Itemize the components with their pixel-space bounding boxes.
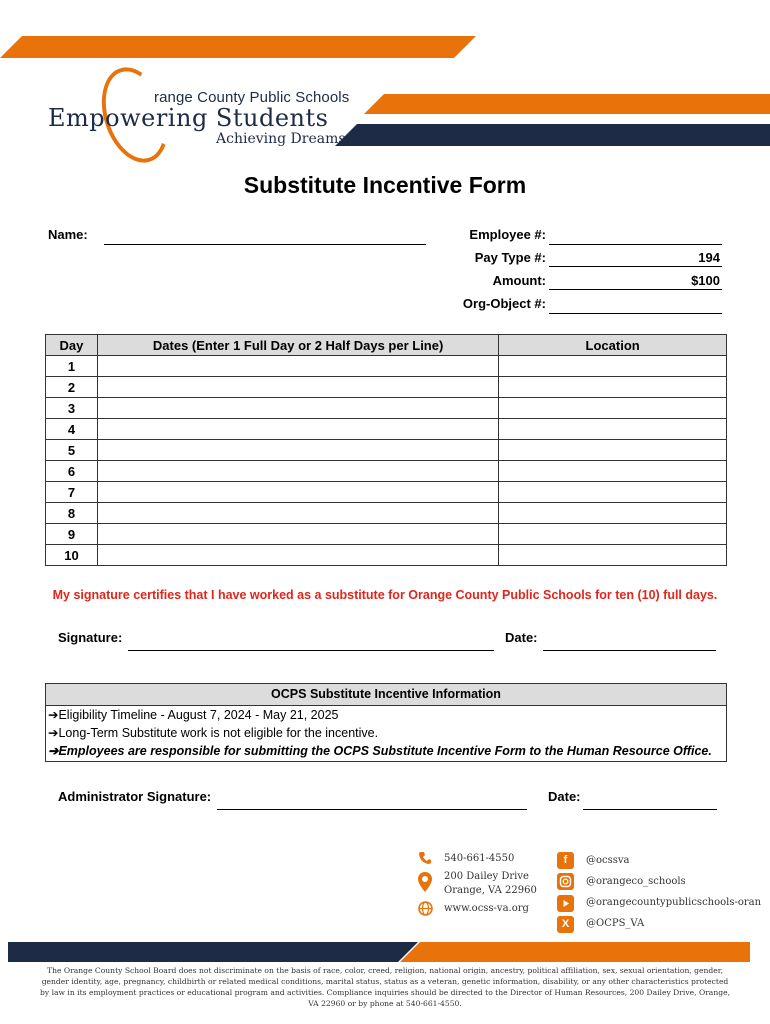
location-cell[interactable] (499, 377, 727, 398)
globe-icon (418, 901, 433, 916)
footer-orange-band (400, 942, 750, 962)
info-responsibility-line: ➔Employees are responsible for submitting the OCPS Substitute Incentive Form to the Human Resource Office. (48, 744, 712, 758)
day-number: 6 (46, 461, 98, 482)
location-cell[interactable] (499, 398, 727, 419)
day-number: 1 (46, 356, 98, 377)
table-row (46, 461, 727, 482)
contact-website[interactable]: www.ocss-va.org (444, 903, 529, 914)
column-header-day: Day (46, 335, 98, 356)
certification-statement: My signature certifies that I have worked as a substitute for Orange County Public Schools for ten (10) full days. (52, 588, 718, 602)
pay-type-label: Pay Type #: (474, 250, 546, 265)
location-cell[interactable] (499, 503, 727, 524)
dates-cell[interactable] (97, 419, 498, 440)
facebook-icon[interactable]: f (557, 852, 574, 869)
header-orange-band-mid (364, 94, 770, 114)
org-object-field[interactable] (549, 299, 722, 314)
header-orange-band-top (0, 36, 480, 58)
location-cell[interactable] (499, 356, 727, 377)
amount-field[interactable] (549, 273, 722, 290)
dates-cell[interactable] (97, 545, 498, 566)
table-row (46, 377, 727, 398)
phone-icon (418, 851, 432, 865)
social-x-handle: @OCPS_VA (586, 918, 645, 929)
table-row (46, 503, 727, 524)
column-header-location: Location (499, 335, 727, 356)
table-row (46, 356, 727, 377)
dates-cell[interactable] (97, 356, 498, 377)
column-header-dates: Dates (Enter 1 Full Day or 2 Half Days per Line) (97, 335, 498, 356)
contact-address-line2: Orange, VA 22960 (444, 885, 537, 896)
name-field[interactable] (104, 230, 426, 245)
day-number: 5 (46, 440, 98, 461)
location-pin-icon (418, 872, 432, 892)
contact-phone: 540-661-4550 (444, 853, 515, 864)
day-number: 3 (46, 398, 98, 419)
day-number: 8 (46, 503, 98, 524)
social-instagram-handle: @orangeco_schools (586, 876, 686, 887)
table-row (46, 398, 727, 419)
location-cell[interactable] (499, 524, 727, 545)
day-number: 4 (46, 419, 98, 440)
contact-address-line1: 200 Dailey Drive (444, 871, 529, 882)
day-number: 2 (46, 377, 98, 398)
table-row (46, 524, 727, 545)
incentive-info-box (45, 683, 727, 762)
signature-label: Signature: (58, 630, 123, 645)
day-number: 9 (46, 524, 98, 545)
dates-cell[interactable] (97, 461, 498, 482)
footer-navy-band (8, 942, 418, 962)
header-navy-band (335, 124, 770, 146)
table-row (46, 482, 727, 503)
table-row (46, 545, 727, 566)
location-cell[interactable] (499, 461, 727, 482)
social-facebook-handle: @ocssva (586, 855, 630, 866)
location-cell[interactable] (499, 419, 727, 440)
dates-cell[interactable] (97, 482, 498, 503)
logo-district-name: range County Public Schools (154, 89, 350, 106)
admin-date-field[interactable] (583, 795, 717, 810)
info-long-term-line: ➔Long-Term Substitute work is not eligible for the incentive. (48, 726, 379, 740)
logo-tagline-main: Empowering Students (48, 104, 329, 132)
logo-tagline-sub: Achieving Dreams (216, 131, 346, 147)
instagram-icon[interactable] (557, 873, 574, 890)
nondiscrimination-disclaimer: The Orange County School Board does not discriminate on the basis of race, color, creed, religion, national origin, ancestry, political affiliation, sex, sexual orientation, gender, gender identity, age, pregnancy, childbirth or related medical conditions, marital status, status as a veteran, genetic information, disability, or any other characteristics protected by law in its employment practices or educational program and activities. Compliance inquiries should be directed to the Director of Human Resources, 200 Dailey Drive, Orange, VA 22960 or by phone at 540-661-4550. (40, 966, 730, 1008)
dates-cell[interactable] (97, 398, 498, 419)
location-cell[interactable] (499, 545, 727, 566)
dates-cell[interactable] (97, 503, 498, 524)
org-object-label: Org-Object #: (462, 296, 546, 311)
admin-signature-label: Administrator Signature: (58, 789, 212, 804)
days-table (45, 334, 727, 566)
location-cell[interactable] (499, 482, 727, 503)
table-row (46, 419, 727, 440)
date-label: Date: (505, 630, 538, 645)
dates-cell[interactable] (97, 377, 498, 398)
pay-type-value: 194 (698, 250, 720, 265)
youtube-icon[interactable] (557, 895, 574, 912)
dates-cell[interactable] (97, 440, 498, 461)
social-youtube-handle: @orangecountypublicschools-oran (586, 897, 762, 908)
table-row (46, 440, 727, 461)
table-header-row (46, 335, 727, 356)
employee-number-field[interactable] (549, 230, 722, 245)
date-field[interactable] (543, 636, 716, 651)
dates-cell[interactable] (97, 524, 498, 545)
day-number: 10 (46, 545, 98, 566)
signature-field[interactable] (128, 636, 494, 651)
admin-date-label: Date: (548, 789, 581, 804)
amount-value: $100 (691, 273, 720, 288)
employee-number-label: Employee #: (469, 227, 546, 242)
info-eligibility-line: ➔Eligibility Timeline - August 7, 2024 - May 21, 2025 (48, 708, 339, 722)
amount-label: Amount: (492, 273, 546, 288)
pay-type-field[interactable] (549, 250, 722, 267)
name-label: Name: (48, 227, 88, 242)
x-icon[interactable]: X (557, 916, 574, 933)
location-cell[interactable] (499, 440, 727, 461)
form-title: Substitute Incentive Form (243, 172, 527, 198)
info-box-title: OCPS Substitute Incentive Information (46, 684, 726, 706)
day-number: 7 (46, 482, 98, 503)
admin-signature-field[interactable] (217, 795, 527, 810)
